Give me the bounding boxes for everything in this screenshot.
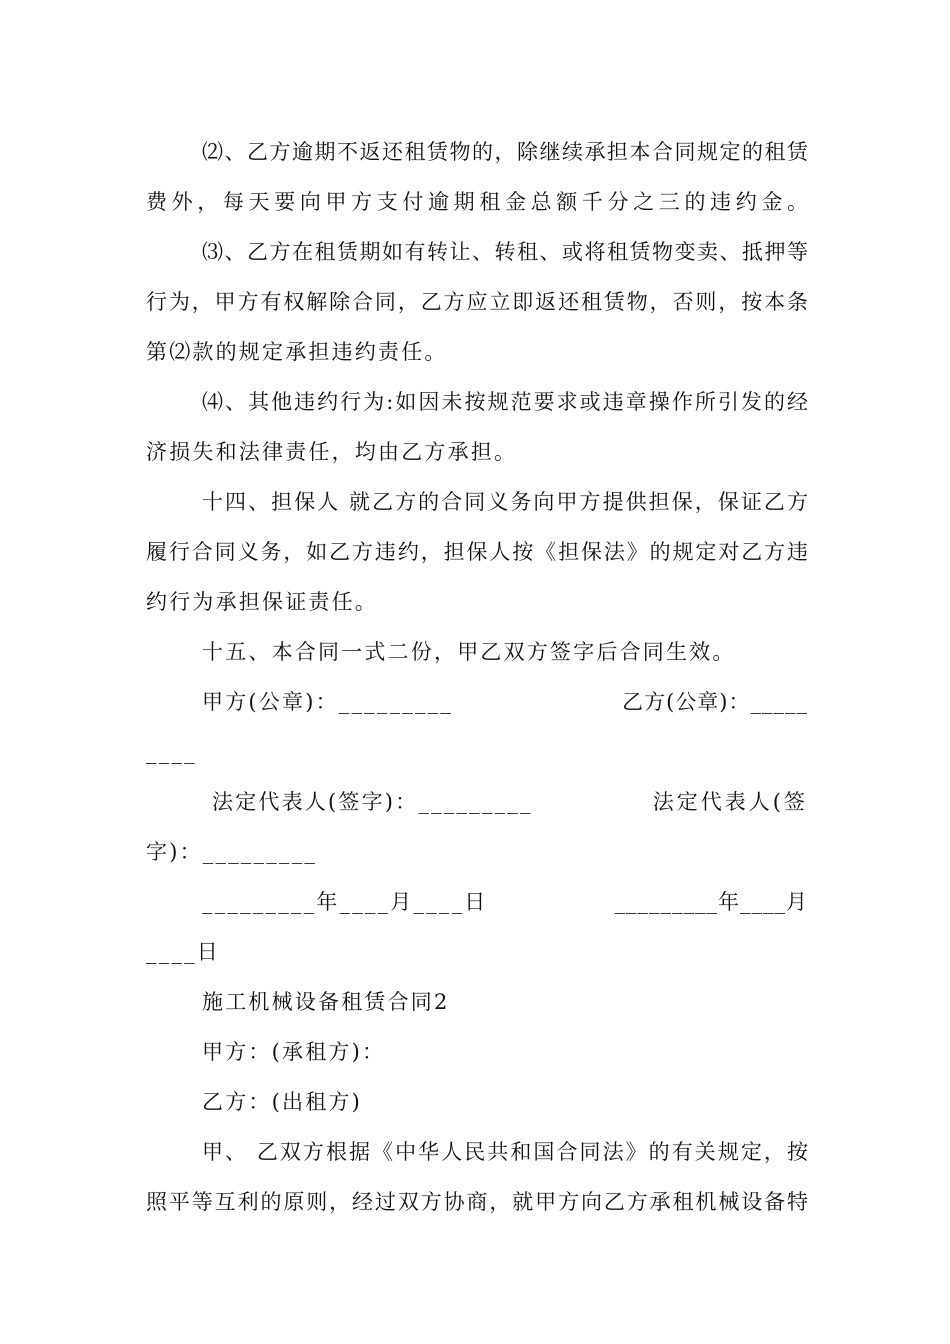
paragraph-line: ⑶、乙方在租赁期如有转让、转租、或将租赁物变卖、抵押等 xyxy=(202,240,808,264)
paragraph-line: 字)：_________ xyxy=(146,840,318,864)
party-b-date: _________年____月 xyxy=(614,890,808,914)
party-a-date: _________年____月____日 xyxy=(202,890,488,914)
paragraph-line: 照平等互利的原则，经过双方协商，就甲方向乙方承租机械设备特 xyxy=(146,1190,808,1214)
party-a-line: 甲方：(承租方)： xyxy=(202,1040,386,1064)
paragraph-line: 约行为承担保证责任。 xyxy=(146,590,378,614)
party-b-representative: 法定代表人(签 xyxy=(652,790,808,814)
paragraph-line: ⑵、乙方逾期不返还租赁物的，除继续承担本合同规定的租赁 xyxy=(202,140,808,164)
party-b-line: 乙方：(出租方) xyxy=(202,1090,362,1114)
paragraph-line: 十四、担保人 就乙方的合同义务向甲方提供担保，保证乙方 xyxy=(202,490,808,514)
paragraph-line: 行为，甲方有权解除合同，乙方应立即返还租赁物，否则，按本条 xyxy=(146,290,808,314)
party-a-seal: 甲方(公章)：_________ xyxy=(202,690,454,714)
paragraph-line: 费外，每天要向甲方支付逾期租金总额千分之三的违约金。 xyxy=(146,190,808,214)
paragraph-line: 济损失和法律责任，均由乙方承担。 xyxy=(146,440,518,464)
party-b-seal: 乙方(公章)：_____ xyxy=(622,690,808,714)
contract-title: 施工机械设备租赁合同2 xyxy=(202,990,450,1014)
paragraph-line: 甲、 乙双方根据《中华人民共和国合同法》的有关规定，按 xyxy=(202,1140,808,1164)
party-a-representative: 法定代表人(签字)：_________ xyxy=(212,790,533,814)
paragraph-line: ⑷、其他违约行为:如因未按规范要求或违章操作所引发的经 xyxy=(202,390,808,414)
paragraph-line: 第⑵款的规定承担违约责任。 xyxy=(146,340,448,364)
paragraph-line: 十五、本合同一式二份，甲乙双方签字后合同生效。 xyxy=(202,640,736,664)
paragraph-line: ____日 xyxy=(146,940,220,964)
paragraph-line: ____ xyxy=(146,740,197,764)
paragraph-line: 履行合同义务，如乙方违约，担保人按《担保法》的规定对乙方违 xyxy=(146,540,808,564)
